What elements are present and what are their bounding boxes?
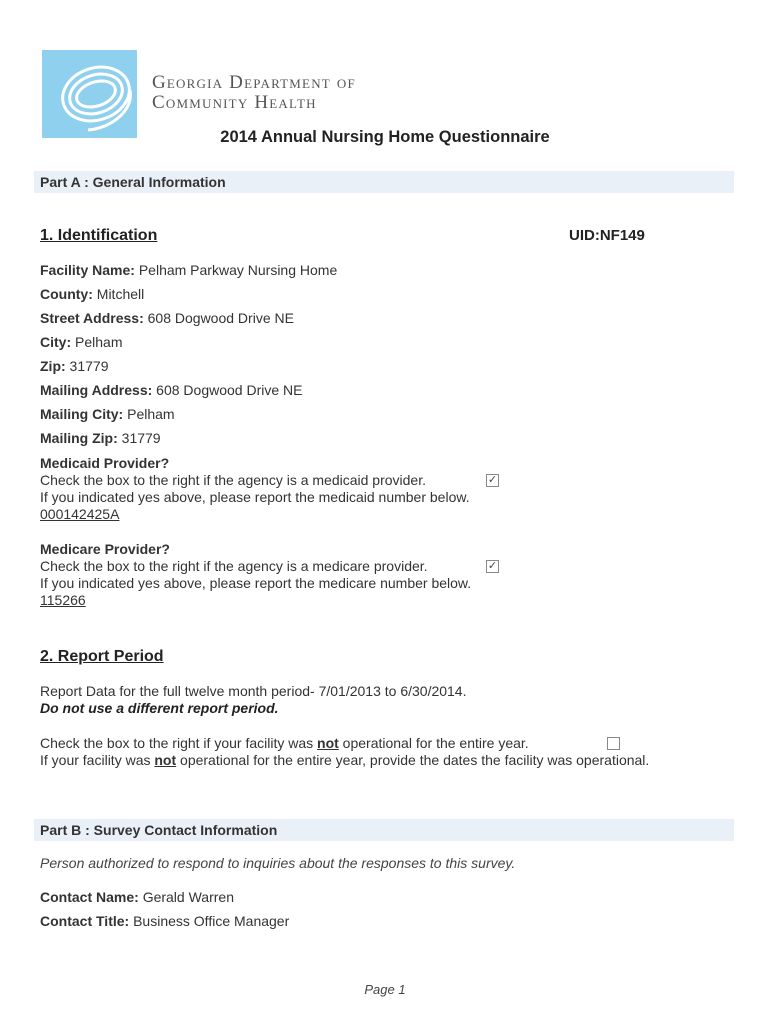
dates-pre: If your facility was (40, 752, 155, 768)
part-a-header (34, 171, 734, 193)
medicare-question-text: Medicare Provider? (40, 541, 170, 557)
medicaid-followup: If you indicated yes above, please report the medicaid number below. (40, 489, 470, 505)
contact-name-value: Gerald Warren (142, 889, 234, 905)
part-b-label: Part B : Survey Contact Information (40, 822, 278, 838)
mailing-address-label: Mailing Address: (40, 382, 153, 398)
zip-value: 31779 (69, 358, 109, 374)
city-value: Pelham (75, 334, 123, 350)
contact-name-label: Contact Name: (40, 889, 139, 905)
medicare-checkbox[interactable]: ✓ (487, 560, 498, 572)
contact-intro: Person authorized to respond to inquiries about the responses to this survey. (40, 855, 516, 871)
gdch-logo-icon (42, 50, 137, 138)
medicare-instruction: Check the box to the right if the agency is a medicare provider. (40, 558, 428, 574)
page-number: Page 1 (364, 982, 406, 997)
contact-title-field (40, 913, 289, 929)
facility-name-label: Facility Name: (40, 262, 135, 278)
medicare-number: 115266 (40, 592, 86, 608)
medicaid-question-text: Medicaid Provider? (40, 455, 170, 471)
mailing-zip-label: Mailing Zip: (40, 430, 118, 446)
county-field (40, 286, 144, 302)
org-name-line1: Georgia Department of (152, 72, 356, 93)
uid-label: UID:NF149 (569, 227, 645, 244)
contact-name-field (40, 889, 234, 905)
city-field (40, 334, 122, 350)
report-period-line1: Report Data for the full twelve month period- 7/01/2013 to 6/30/2014. (40, 683, 467, 699)
contact-title-value: Business Office Manager (133, 913, 290, 929)
mailing-zip-value: 31779 (121, 430, 161, 446)
zip-label: Zip: (40, 358, 66, 374)
mailing-zip-field (40, 430, 161, 446)
document-title: 2014 Annual Nursing Home Questionnaire (220, 128, 550, 146)
county-label: County: (40, 286, 93, 302)
street-address-label: Street Address: (40, 310, 144, 326)
county-value: Mitchell (96, 286, 145, 302)
dates-post: operational for the entire year, provide the dates the facility was operational. (176, 752, 650, 768)
org-name-line2: Community Health (152, 92, 317, 113)
identification-heading: 1. Identification (40, 227, 158, 244)
mailing-city-label: Mailing City: (40, 406, 124, 422)
city-label: City: (40, 334, 72, 350)
medicare-question (40, 541, 170, 557)
contact-title-label: Contact Title: (40, 913, 130, 929)
medicare-followup: If you indicated yes above, please report the medicare number below. (40, 575, 472, 591)
not-emphasis: not (317, 735, 339, 751)
part-b-header (34, 819, 734, 841)
medicaid-question (40, 455, 169, 471)
mailing-address-field (40, 382, 302, 398)
street-address-value: 608 Dogwood Drive NE (147, 310, 294, 326)
street-address-field (40, 310, 294, 326)
mailing-city-field (40, 406, 175, 422)
not-operational-post: operational for the entire year. (338, 735, 529, 751)
not-operational-pre: Check the box to the right if your facility was (40, 735, 318, 751)
facility-name-field (40, 262, 337, 278)
facility-name-value: Pelham Parkway Nursing Home (138, 262, 338, 278)
mailing-city-value: Pelham (127, 406, 175, 422)
medicaid-instruction: Check the box to the right if the agency is a medicaid provider. (40, 472, 426, 488)
mailing-address-value: 608 Dogwood Drive NE (156, 382, 303, 398)
not-emphasis-2: not (154, 752, 177, 768)
not-operational-instruction (40, 735, 529, 751)
report-period-heading: 2. Report Period (40, 648, 164, 665)
medicaid-number: 000142425A (40, 506, 120, 522)
zip-field (40, 358, 108, 374)
operational-dates-instruction (40, 752, 649, 768)
part-a-label: Part A : General Information (40, 174, 226, 190)
not-operational-checkbox[interactable] (607, 737, 620, 750)
report-period-line2: Do not use a different report period. (40, 700, 279, 716)
medicaid-checkbox[interactable]: ✓ (487, 474, 498, 486)
